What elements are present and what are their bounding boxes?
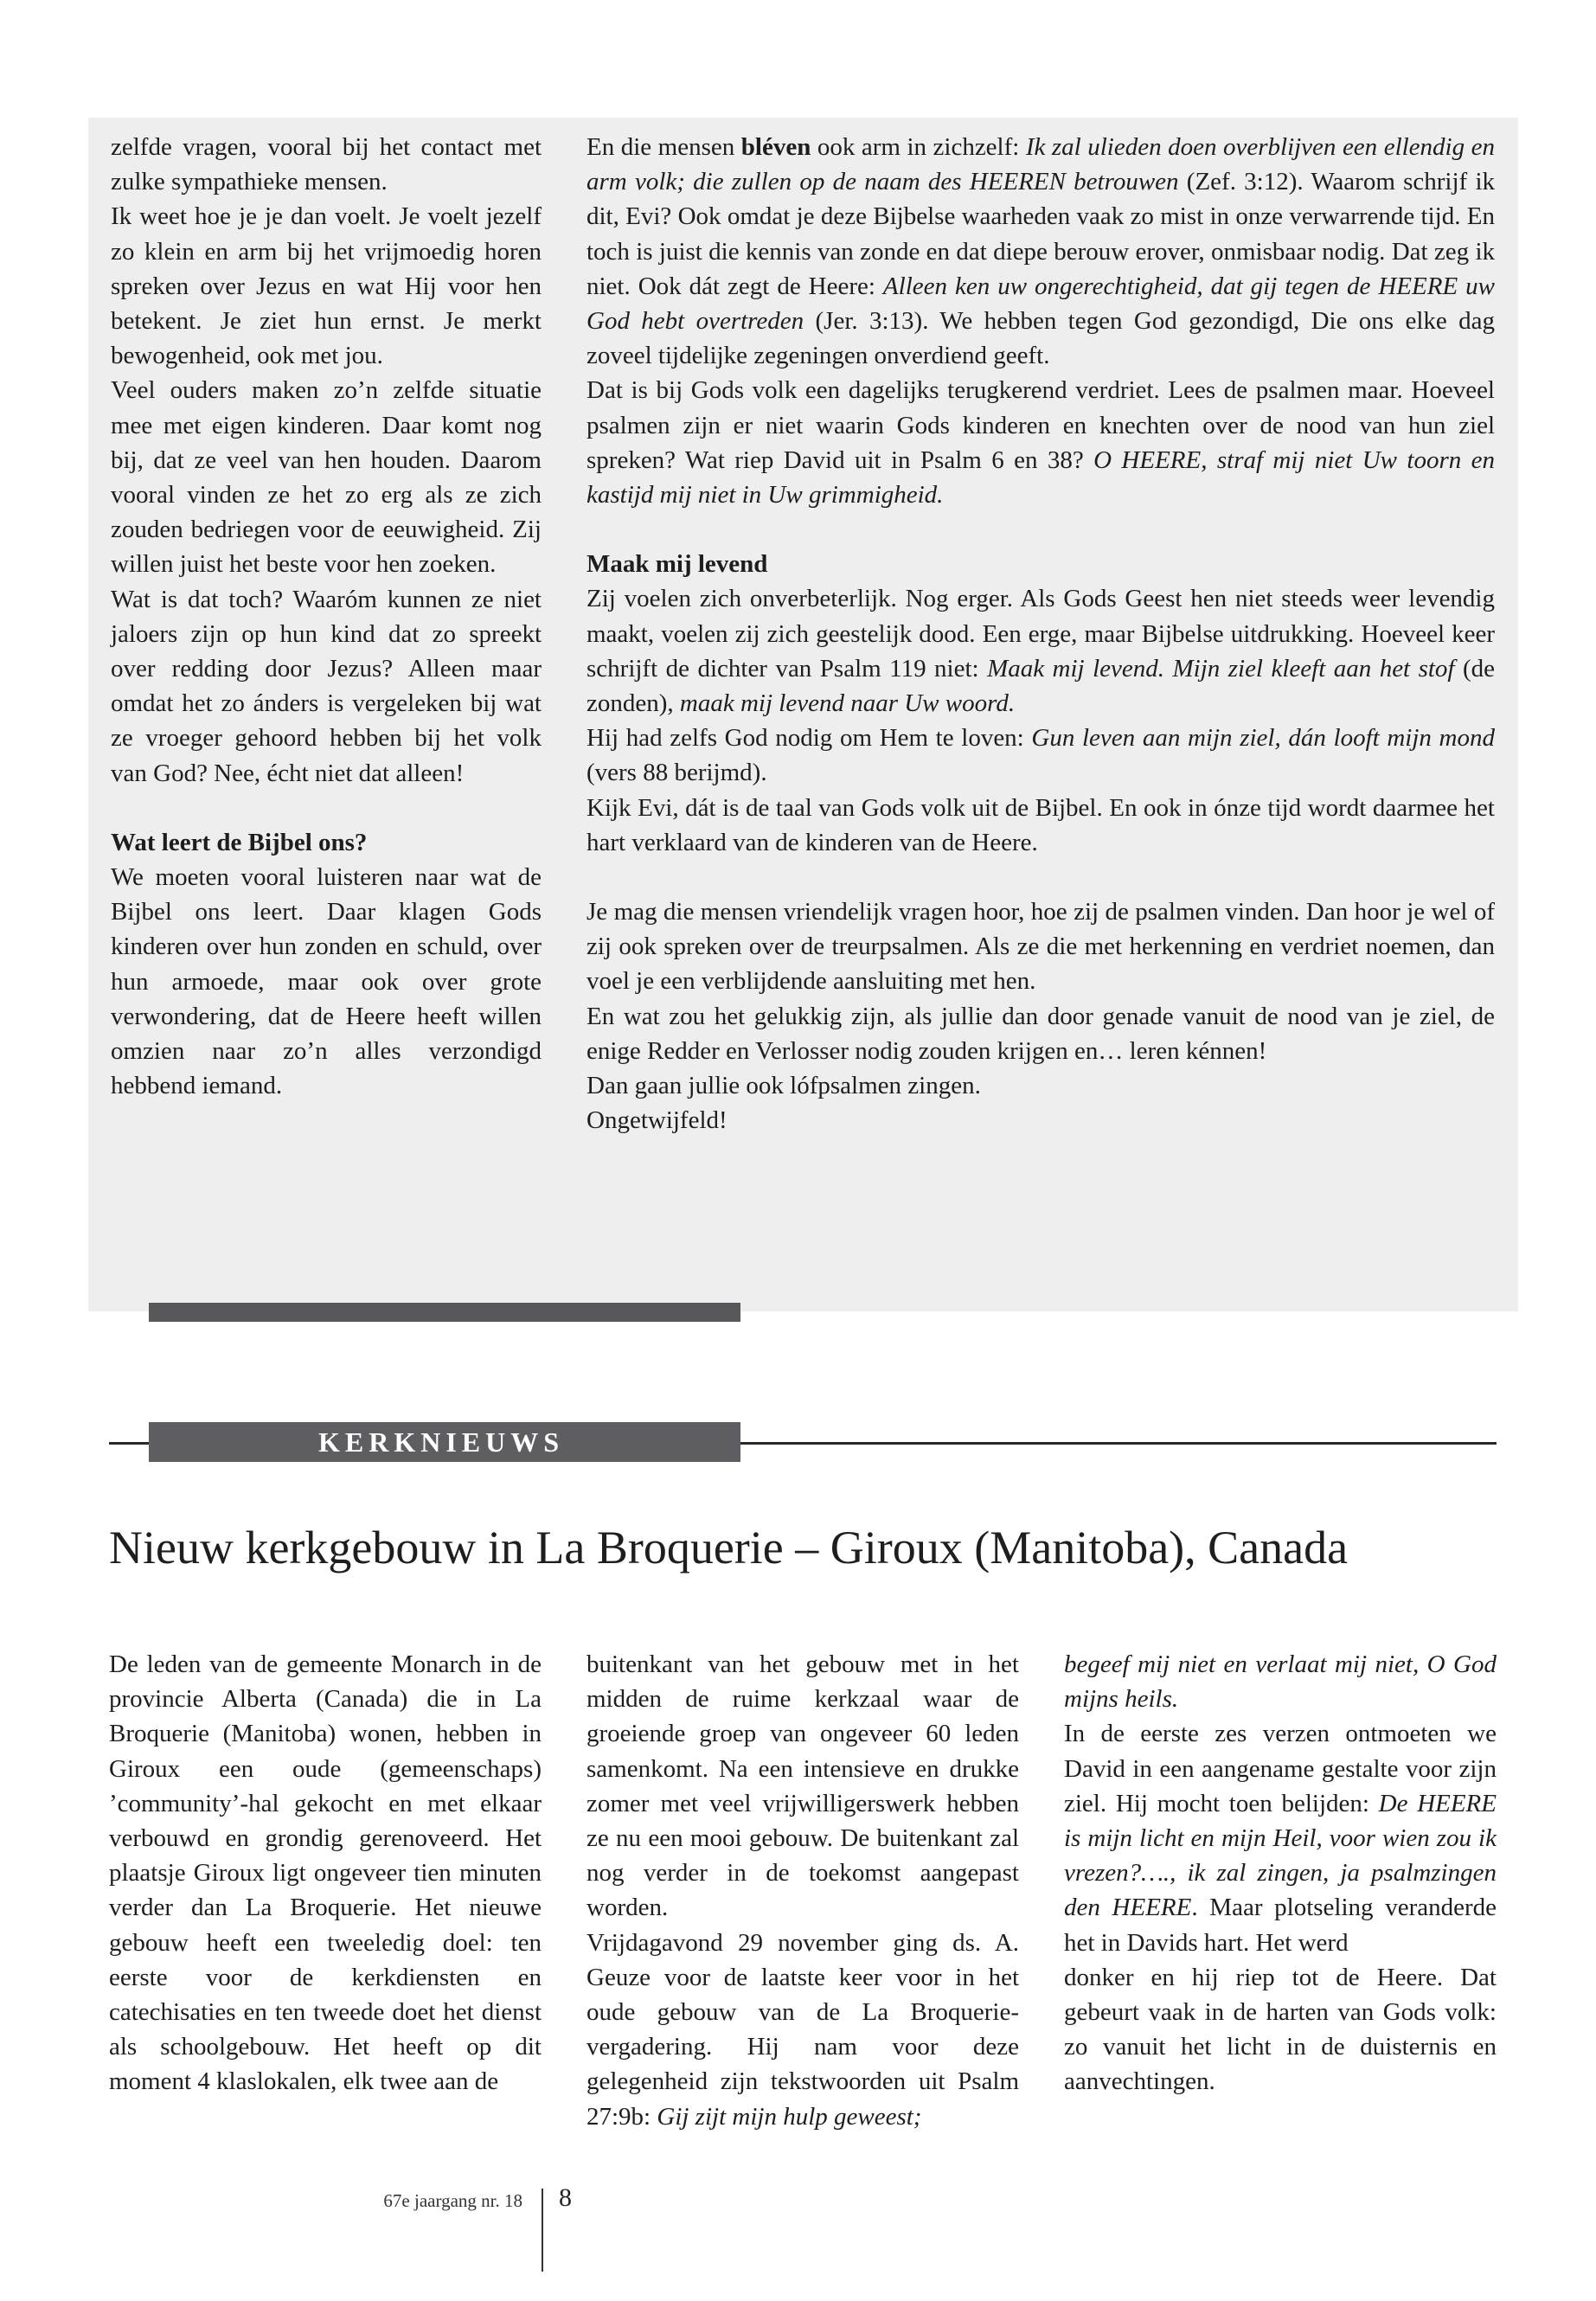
paragraph: Dan gaan jullie ook lófpsalmen zingen. [586, 1072, 981, 1100]
paragraph: En die mensen bléven ook arm in zichzelf: Ik zal ulieden doen overblijven een ellendig en arm volk; die zullen op de naam des HEEREN betrouwen (Zef. 3:12). Waarom schrijf ik dit, Evi? Ook omdat je deze Bijbelse waarheden vaak zo mist in onze verwarrende tijd. En toch is juist die kennis van zonde en dat diepe berouw erover, onmisbaar nodig. Dat zeg ik niet. Ook dát zegt de Heere: Alleen ken uw ongerechtigheid, dat gij tegen de HEERE uw God hebt overtreden (Jer. 3:13). We hebben tegen God gezondigd, Die ons elke dag zoveel tijdelijke zegeningen onverdiend geeft. [586, 133, 1495, 370]
article-title: Nieuw kerkgebouw in La Broquerie – Giroux (Manitoba), Canada [109, 1522, 1349, 1574]
paragraph: Vrijdagavond 29 november ging ds. A. Geuze voor de laatste keer voor in het oude gebouw van de La Broquerie-vergadering. Hij nam voor deze gelegenheid zijn tekstwoorden uit Psalm 27:9b: Gij zijt mijn hulp geweest; [586, 1928, 1019, 2131]
paragraph: En wat zou het gelukkig zijn, als jullie dan door genade vanuit de nood van je ziel, de enige Redder en Verlosser nodig zouden krijgen en… leren kénnen! [586, 1002, 1495, 1065]
section-rule-left [109, 1442, 149, 1445]
paragraph: Veel ouders maken zo’n zelfde situatie mee met eigen kinderen. Daar komt nog bij, dat ze veel van hen houden. Daarom vooral vinden ze het zo erg als ze zich zouden bedriegen voor de eeuwigheid. Zij willen juist het beste voor hen zoeken. [111, 376, 542, 579]
section-rule-right [740, 1442, 1497, 1445]
bottom-column-2 [586, 1647, 1019, 2134]
paragraph: Zij voelen zich onverbeterlijk. Nog erger. Als Gods Geest hen niet steeds weer levendig maakt, voelen zij zich geestelijk dood. Een erge, maar Bijbelse uitdrukking. Hoeveel keer schrijft de dichter van Psalm 119 niet: Maak mij levend. Mijn ziel kleeft aan het stof (de zonden), maak mij levend naar Uw woord. [586, 585, 1495, 718]
paragraph: Ongetwijfeld! [586, 1106, 727, 1135]
bottom-column-1 [109, 1647, 542, 2099]
paragraph: Dat is bij Gods volk een dagelijks terugkerend verdriet. Lees de psalmen maar. Hoeveel psalmen zijn er niet waarin Gods kinderen en knechten over de nood van hun ziel spreken? Wat riep David uit in Psalm 6 en 38? O HEERE, straf mij niet Uw toorn en kastijd mij niet in Uw grimmigheid. [586, 376, 1495, 510]
top-right-column [586, 130, 1495, 1138]
issue-info: 67e jaargang nr. 18 [383, 2190, 522, 2211]
paragraph: donker en hij riep tot de Heere. Dat gebeurt vaak in de harten van Gods volk: zo vanuit het licht in de duisternis en aanvechtingen. [1064, 1963, 1497, 2096]
paragraph: De leden van de gemeente Monarch in de provincie Alberta (Canada) die in La Broquerie (Manitoba) wonen, hebben in Giroux een oude (gemeenschaps) ’community’-hal gekocht en met elkaar verbouwd en grondig gerenoveerd. Het plaatsje Giroux ligt ongeveer tien minuten verder dan La Broquerie. Het nieuwe gebouw heeft een tweeledig doel: ten eerste voor de kerkdiensten en catechisaties en ten tweede doet het dienst als schoolgebouw. Het heeft op dit moment 4 klaslokalen, elk twee aan de [109, 1650, 542, 2096]
footer-divider [542, 2189, 543, 2272]
paragraph: Hij had zelfs God nodig om Hem te loven: Gun leven aan mijn ziel, dán looft mijn mond (vers 88 berijmd). [586, 724, 1495, 787]
paragraph: Ik weet hoe je je dan voelt. Je voelt jezelf zo klein en arm bij het vrijmoedig horen spreken over Jezus en wat Hij voor hen betekent. Je ziet hun ernst. Je merkt bewogenheid, ook met jou. [111, 202, 542, 370]
paragraph: Kijk Evi, dát is de taal van Gods volk uit de Bijbel. En ook in ónze tijd wordt daarmee het hart verklaard van de kinderen van de Heere. [586, 793, 1495, 856]
bottom-column-3 [1064, 1647, 1497, 2099]
paragraph: Wat is dat toch? Waaróm kunnen ze niet jaloers zijn op hun kind dat zo spreekt over redding door Jezus? Alleen maar omdat het zo ánders is vergeleken bij wat ze vroeger gehoord hebben bij het volk van God? Nee, écht niet dat alleen! [111, 585, 542, 787]
section-heading: Wat leert de Bijbel ons? [111, 828, 368, 856]
paragraph: begeef mij niet en verlaat mij niet, O God mijns heils. [1064, 1650, 1497, 1714]
top-left-column [111, 130, 542, 1103]
section-tag: KERKNIEUWS [149, 1422, 740, 1462]
section-heading: Maak mij levend [586, 550, 768, 579]
article-end-bar [149, 1303, 740, 1322]
paragraph: In de eerste zes verzen ontmoeten we David in een aangename gestalte voor zijn ziel. Hij mocht toen belijden: De HEERE is mijn licht en mijn Heil, voor wien zou ik vrezen?…., ik zal zingen, ja psalmzingen den HEERE. Maar plotseling veranderde het in Davids hart. Het werd [1064, 1720, 1497, 1957]
page-number: 8 [559, 2183, 572, 2212]
paragraph: Je mag die mensen vriendelijk vragen hoor, hoe zij de psalmen vinden. Dan hoor je wel of zij ook spreken over de treurpsalmen. Als ze die met herkenning en verdriet noemen, dan voel je een verblijdende aansluiting met hen. [586, 898, 1495, 996]
paragraph: We moeten vooral luisteren naar wat de Bijbel ons leert. Daar klagen Gods kinderen over hun zonden en schuld, over hun armoede, maar ook over grote verwondering, dat de Heere heeft willen omzien naar zo’n alles verzondigd hebbend iemand. [111, 863, 542, 1100]
paragraph: zelfde vragen, vooral bij het contact met zulke sympathieke mensen. [111, 133, 542, 196]
paragraph: buitenkant van het gebouw met in het midden de ruime kerkzaal waar de groeiende groep van ongeveer 60 leden samenkomt. Na een intensieve en drukke zomer met veel vrijwilligerswerk hebben ze nu een mooi gebouw. De buitenkant zal nog verder in de toekomst aangepast worden. [586, 1650, 1019, 1922]
